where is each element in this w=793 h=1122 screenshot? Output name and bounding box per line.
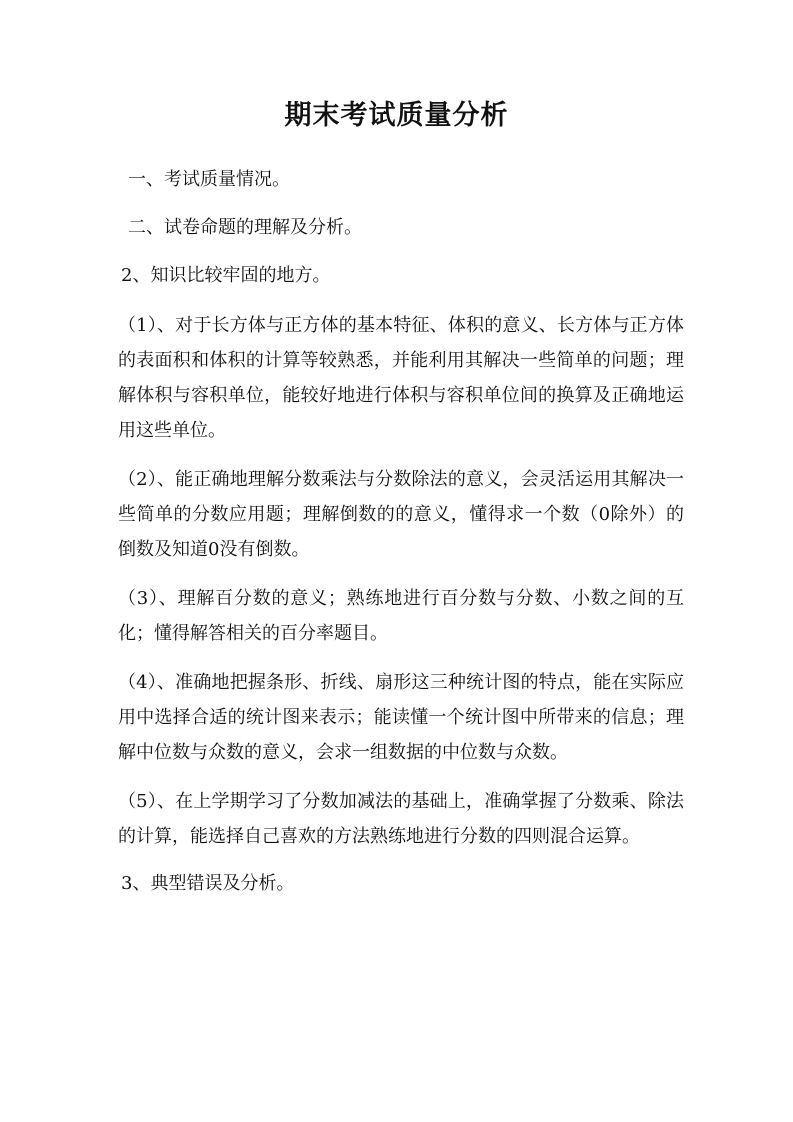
paragraph-item-2: （2）、能正确地理解分数乘法与分数除法的意义，会灵活运用其解决一些简单的分数应用题；理解倒数的的意义，懂得求一个数（0除外）的倒数及知道0没有倒数。 — [118, 469, 684, 560]
paragraph-item-5: （5）、在上学期学习了分数加减法的基础上，准确掌握了分数乘、除法的计算，能选择自己喜欢的方法熟练地进行分数的四则混合运算。 — [118, 791, 684, 847]
section-heading-paper-analysis: 二、试卷命题的理解及分析。 — [128, 217, 362, 238]
section-heading-typical-errors: 3、典型错误及分析。 — [121, 873, 295, 894]
document-title: 期末考试质量分析 — [284, 100, 509, 131]
paragraph-item-4: （4）、准确地把握条形、折线、扇形这三种统计图的特点，能在实际应用中选择合适的统计图来表示；能读懂一个统计图中所带来的信息；理解中位数与众数的意义，会求一组数据的中位数与众数。 — [118, 672, 684, 763]
paragraph-item-1: （1）、对于长方体与正方体的基本特征、体积的意义、长方体与正方体的表面积和体积的计算等较熟悉，并能利用其解决一些简单的问题；理解体积与容积单位，能较好地进行体积与容积单位间的换算及正确地运用这些单位。 — [118, 315, 684, 441]
document-body — [118, 164, 684, 916]
section-heading-solid-knowledge: 2、知识比较牢固的地方。 — [121, 265, 331, 286]
section-heading-exam-quality: 一、考试质量情况。 — [128, 169, 290, 190]
paragraph-item-3: （3）、理解百分数的意义；熟练地进行百分数与分数、小数之间的互化；懂得解答相关的百分率题目。 — [118, 588, 684, 644]
